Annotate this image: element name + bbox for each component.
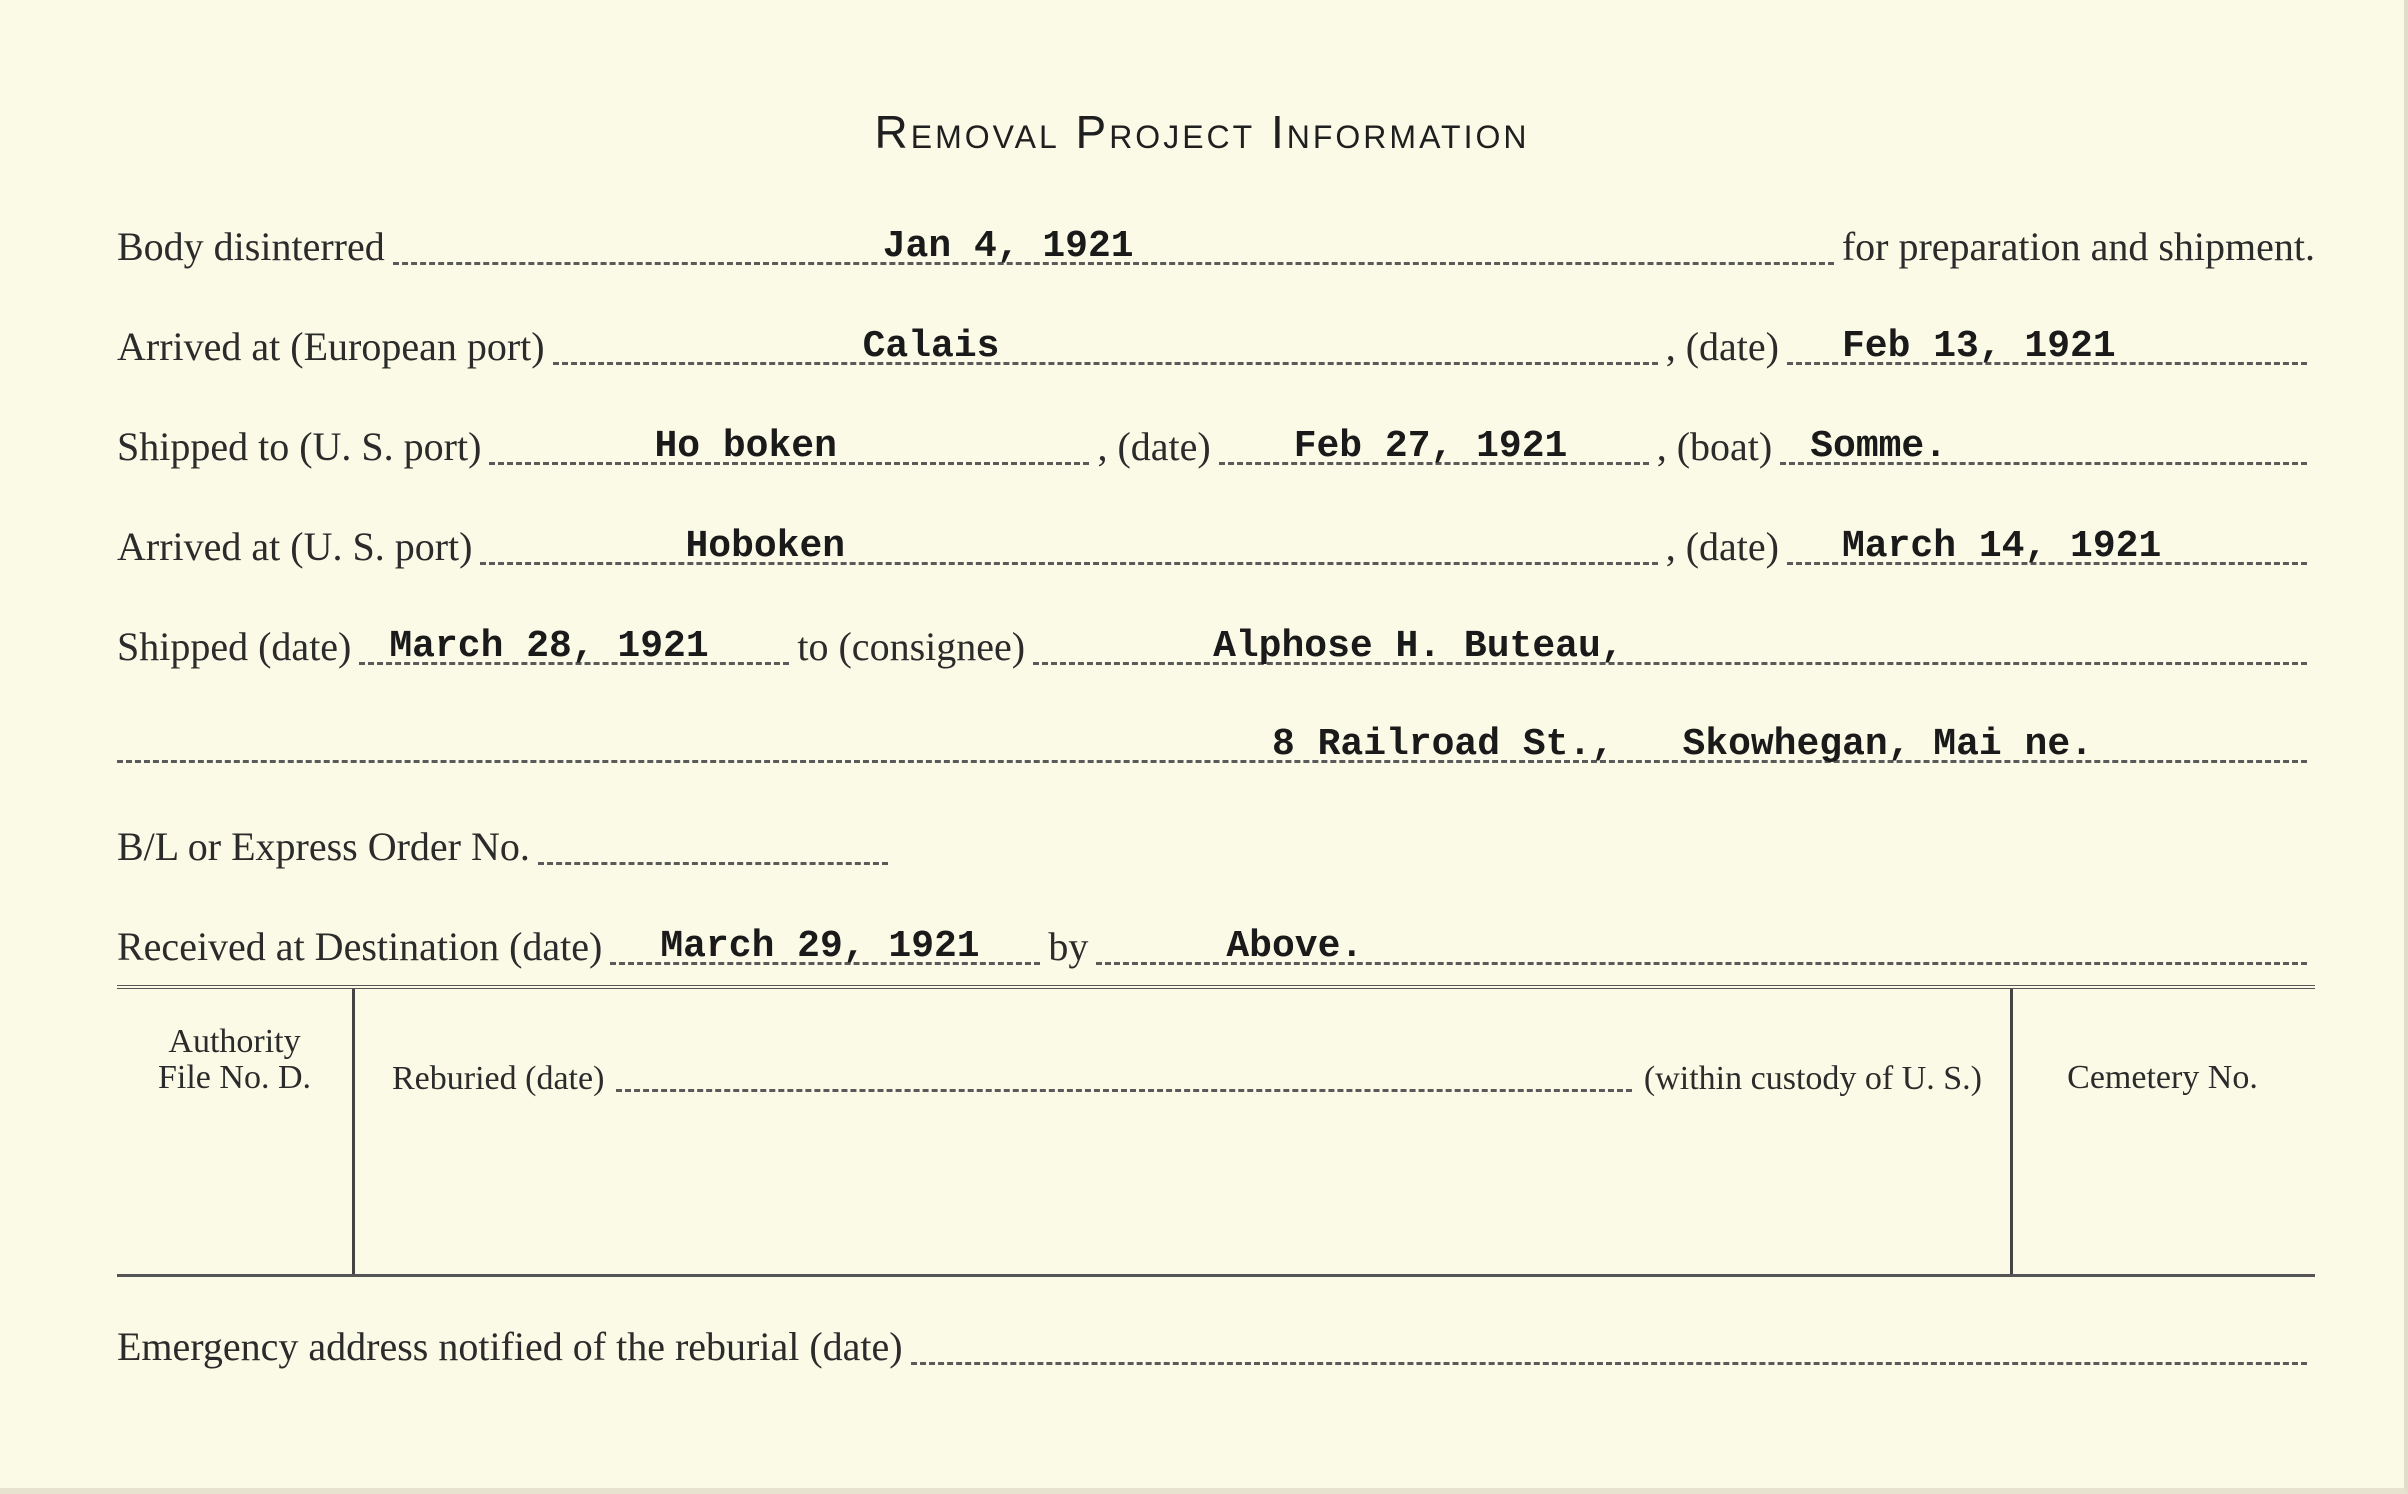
cemetery-label: Cemetery No. [2067,1059,2258,1096]
row-shipped [117,618,2315,671]
arrived-us-date: March 14, 1921 [1842,525,2162,568]
consignee-field [1033,618,2307,668]
reburied-row [392,1059,1982,1098]
reburied-label: Reburied (date) [392,1060,605,1097]
row-received [117,918,2315,971]
shipped-label: Shipped (date) [117,624,352,669]
shipped-us-date-label: , (date) [1097,424,1211,469]
arrived-us-port-field [480,518,1657,568]
card-title: Removal Project Information [874,106,1530,158]
arrived-us-label: Arrived at (U. S. port) [117,524,473,569]
bl-order-label: B/L or Express Order No. [117,824,530,869]
body-disinterred-value: Jan 4, 1921 [882,225,1134,268]
body-disinterred-suffix: for preparation and shipment. [1841,224,2315,269]
row-body-disinterred [117,218,2315,271]
received-label: Received at Destination (date) [117,924,603,969]
row-bl-order [117,818,2315,871]
received-by-label: by [1048,924,1089,969]
box-divider-left [352,989,355,1274]
arrived-european-date-label: , (date) [1665,324,1779,369]
authority-file-label [117,1024,352,1096]
consignee-value: Alphose H. Buteau, [1213,625,1624,668]
arrived-us-date-field [1787,518,2307,568]
received-date: March 29, 1921 [660,925,980,968]
authority-line2: File No. D. [158,1059,311,1096]
body-disinterred-label: Body disinterred [117,224,385,269]
emergency-date-field [911,1318,2307,1365]
reburied-date-field [616,1059,1632,1092]
shipped-us-label: Shipped to (U. S. port) [117,424,482,469]
address-field [117,716,2307,766]
box-divider-right [2010,989,2013,1274]
arrived-european-label: Arrived at (European port) [117,324,545,369]
authority-line1: Authority [168,1023,301,1060]
emergency-label: Emergency address notified of the reburial (date) [117,1324,903,1369]
received-date-field [610,918,1040,968]
shipped-us-date: Feb 27, 1921 [1293,425,1568,468]
arrived-us-port: Hoboken [685,525,846,568]
row-shipped-us [117,418,2315,471]
received-by-field [1096,918,2307,968]
arrived-european-date: Feb 13, 1921 [1842,325,2116,368]
arrived-european-date-field [1787,318,2307,368]
arrived-us-date-label: , (date) [1665,524,1779,569]
row-address [117,716,2315,769]
reburial-box [117,985,2315,1277]
shipped-us-boat-label: , (boat) [1656,424,1773,469]
shipped-us-date-field [1219,418,1649,468]
row-arrived-european [117,318,2315,371]
shipped-us-port-field [489,418,1089,468]
bl-order-field [538,818,888,865]
shipped-us-boat: Somme. [1810,425,1948,468]
shipped-us-port: Ho boken [654,425,837,468]
received-by: Above. [1226,925,1364,968]
custody-label: (within custody of U. S.) [1643,1060,1982,1097]
shipped-date: March 28, 1921 [389,625,709,668]
consignee-label: to (consignee) [797,624,1026,669]
address-value: 8 Railroad St., Skowhegan, Mai ne. [1272,723,2093,766]
shipped-us-boat-field [1780,418,2307,468]
row-emergency [117,1318,2315,1371]
arrived-european-port-field [553,318,1658,368]
shipped-date-field [359,618,789,668]
row-arrived-us [117,518,2315,571]
arrived-european-port: Calais [862,325,1000,368]
body-disinterred-field [393,218,1834,268]
